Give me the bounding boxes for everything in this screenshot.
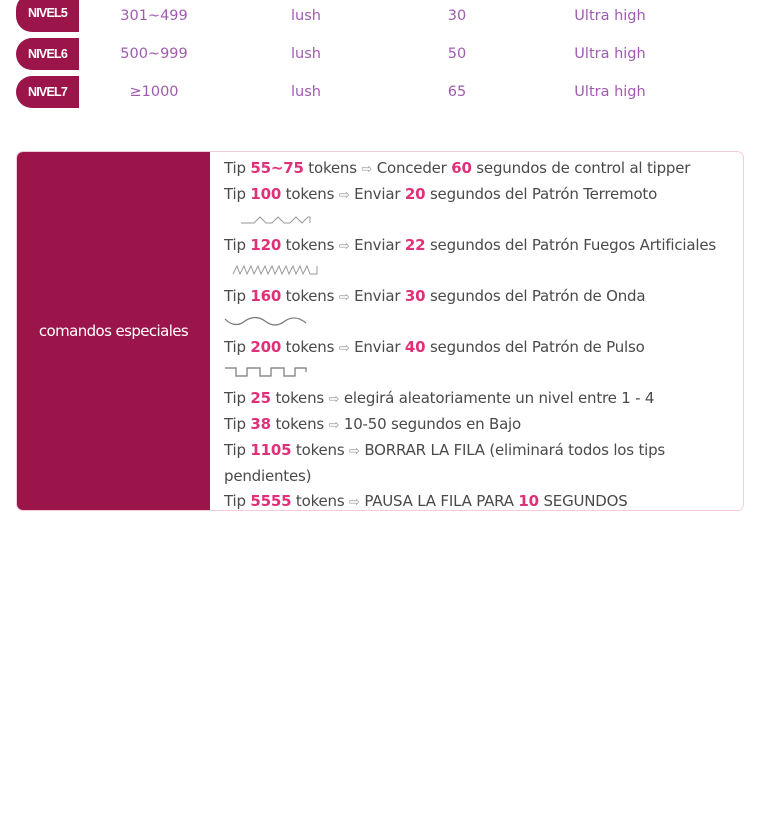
wave-pattern-icon [224, 314, 314, 328]
level-intensity: Ultra high [574, 84, 646, 100]
arrow-right-icon: ⇨ [338, 341, 350, 356]
arrow-right-icon: ⇨ [338, 290, 350, 305]
command-line: Tip 25 tokens ⇨ elegirá aleatoriamente un nivel entre 1 - 4 [224, 389, 655, 407]
command-line: Tip 38 tokens ⇨ 10-50 segundos en Bajo [224, 415, 522, 433]
level-intensity: Ultra high [574, 46, 646, 62]
special-commands-title: comandos especiales [17, 152, 210, 510]
level-range: 301~499 [120, 8, 188, 24]
level-toy: lush [291, 84, 321, 100]
level-seconds: 50 [447, 46, 467, 62]
earthquake-pattern-icon [240, 212, 320, 226]
level-badge: NIVEL7 [16, 76, 79, 108]
command-line: Tip 120 tokens ⇨ Enviar 22 segundos del Patrón Fuegos Artificiales [224, 236, 716, 254]
level-badge: NIVEL6 [16, 38, 79, 70]
level-seconds: 65 [447, 84, 467, 100]
level-seconds: 30 [447, 8, 467, 24]
level-intensity: Ultra high [574, 8, 646, 24]
arrow-right-icon: ⇨ [328, 392, 340, 407]
arrow-right-icon: ⇨ [361, 162, 373, 177]
special-commands-panel [16, 151, 744, 511]
level-toy: lush [291, 46, 321, 62]
level-row [16, 76, 744, 114]
arrow-right-icon: ⇨ [338, 239, 350, 254]
level-row [16, 38, 744, 76]
level-toy: lush [291, 8, 321, 24]
fireworks-pattern-icon [232, 263, 322, 277]
special-commands-list [224, 156, 734, 511]
arrow-right-icon: ⇨ [349, 444, 360, 459]
arrow-right-icon: ⇨ [349, 495, 360, 510]
command-line: Tip 100 tokens ⇨ Enviar 20 segundos del Patrón Terremoto [224, 185, 658, 203]
level-table [16, 0, 744, 114]
level-range: 500~999 [120, 46, 188, 62]
command-line: Tip 55~75 tokens ⇨ Conceder 60 segundos de control al tipper [224, 159, 691, 177]
level-row [16, 0, 744, 38]
command-line: Tip 5555 tokens ⇨ PAUSA LA FILA PARA 10 SEGUNDOS [224, 492, 628, 510]
arrow-right-icon: ⇨ [338, 188, 350, 203]
pulse-pattern-icon [224, 365, 314, 379]
command-line: Tip 1105 tokens ⇨ BORRAR LA FILA (eliminará todos los tips pendientes) [224, 441, 666, 485]
command-line: Tip 200 tokens ⇨ Enviar 40 segundos del Patrón de Pulso [224, 338, 645, 356]
level-badge: NIVEL5 [16, 0, 79, 32]
level-range: ≥1000 [129, 84, 179, 100]
arrow-right-icon: ⇨ [328, 418, 340, 433]
command-line: Tip 160 tokens ⇨ Enviar 30 segundos del Patrón de Onda [224, 287, 646, 305]
